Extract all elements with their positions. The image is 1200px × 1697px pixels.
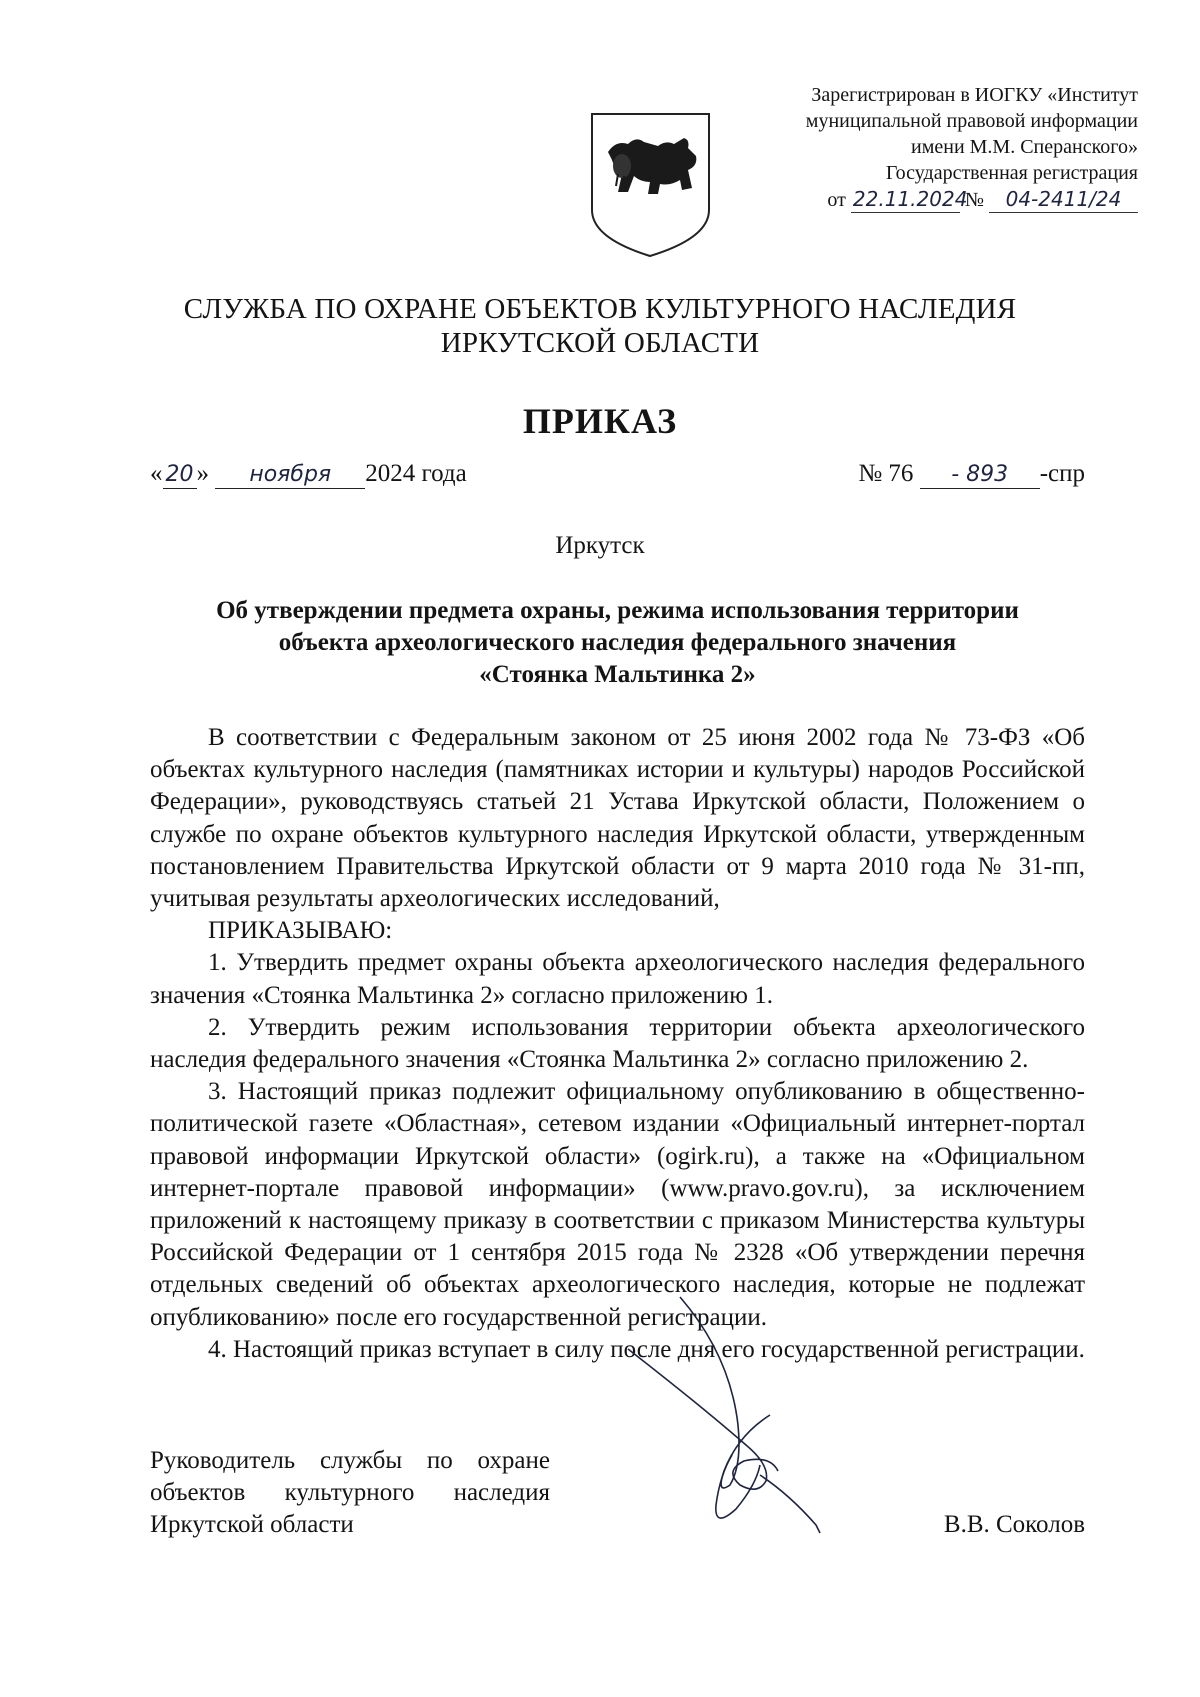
registration-stamp: [718, 82, 1138, 213]
city: Иркутск: [555, 532, 645, 559]
registration-line-3: имени М.М. Сперанского»: [911, 136, 1138, 158]
registration-date: 22.11.2024: [852, 187, 968, 211]
date-close-quote: »: [196, 460, 209, 487]
order-year: 2024 года: [365, 460, 467, 487]
document-title: ПРИКАЗ: [522, 401, 678, 441]
order-date: [150, 460, 467, 489]
command-word: ПРИКАЗЫВАЮ:: [208, 917, 393, 945]
registration-date-number: [718, 186, 1138, 213]
date-number-line: [150, 460, 1085, 500]
registration-line-2: муниципальной правовой информации: [805, 110, 1138, 132]
registration-from-label: от: [827, 189, 846, 211]
order-day: 20: [163, 462, 197, 489]
heading-line-3: «Стоянка Мальтинка 2»: [479, 661, 756, 688]
order-heading: [150, 595, 1085, 691]
heading-line-1: Об утверждении предмета охраны, режима использования территории: [216, 597, 1019, 624]
registration-line-4: Государственная регистрация: [885, 162, 1138, 184]
handwritten-signature: [620, 1295, 880, 1615]
signatory-title: Руководитель службы по охране объектов культурного наследия Иркутской области: [150, 1447, 550, 1538]
signature-block: [150, 1445, 1085, 1565]
organization-name: [0, 292, 1200, 360]
registration-number: 04-2411/24: [989, 186, 1138, 213]
coat-of-arms-icon: [588, 110, 713, 260]
preamble-paragraph: В соответствии с Федеральным законом от 25 июня 2002 года № 73-ФЗ «Об объектах культурного наследия (памятниках истории и культуры) народов Российской Федерации», руководствуясь статьей 21 Устава Иркутской области, Положением о службе по охране объектов культурного наследия Иркутской области, утвержденным постановлением Правительства Иркутской области от 9 марта 2010 года № 31-пп, учитывая результаты археологических исследований,: [150, 724, 1085, 913]
order-number-prefix: № 76: [858, 460, 914, 487]
registration-no-label: №: [964, 189, 984, 211]
order-item-3: 3. Настоящий приказ подлежит официальному опубликованию в общественно-политической газете «Областная», сетевом издании «Официальный интернет-портал правовой информации Иркутской области» (ogirk.ru), а также на «Официальном интернет-портале правовой информации» (www.pravo.gov.ru), за исключением приложений к настоящему приказу в соответствии с приказом Министерства культуры Российской Федерации от 1 сентября 2015 года № 2328 «Об утверждении перечня отдельных сведений об объектах археологического наследия, которые не подлежат опубликованию» после его государственной регистрации.: [150, 1078, 1085, 1331]
order-body: [150, 722, 1085, 1366]
date-open-quote: «: [150, 460, 163, 487]
order-item-2: 2. Утвердить режим использования территории объекта археологического наследия федерального значения «Стоянка Мальтинка 2» согласно приложению 2.: [150, 1013, 1085, 1074]
order-item-4: 4. Настоящий приказ вступает в силу после дня его государственной регистрации.: [208, 1335, 1085, 1363]
organization-line-2: ИРКУТСКОЙ ОБЛАСТИ: [440, 327, 760, 359]
heading-line-2: объекта археологического наследия федерального значения: [278, 629, 957, 656]
registration-line-1: Зарегистрирован в ИОГКУ «Институт: [811, 84, 1138, 106]
signatory-name: В.В. Соколов: [943, 1511, 1085, 1538]
order-number-suffix: -спр: [1039, 460, 1085, 487]
order-number: [858, 460, 1085, 489]
order-number-handwritten: - 893: [920, 462, 1040, 489]
order-month: ноября: [215, 462, 365, 489]
organization-line-1: СЛУЖБА ПО ОХРАНЕ ОБЪЕКТОВ КУЛЬТУРНОГО НАСЛЕДИЯ: [183, 293, 1017, 325]
order-item-1: 1. Утвердить предмет охраны объекта археологического наследия федерального значения «Стоянка Мальтинка 2» согласно приложению 1.: [150, 949, 1085, 1009]
